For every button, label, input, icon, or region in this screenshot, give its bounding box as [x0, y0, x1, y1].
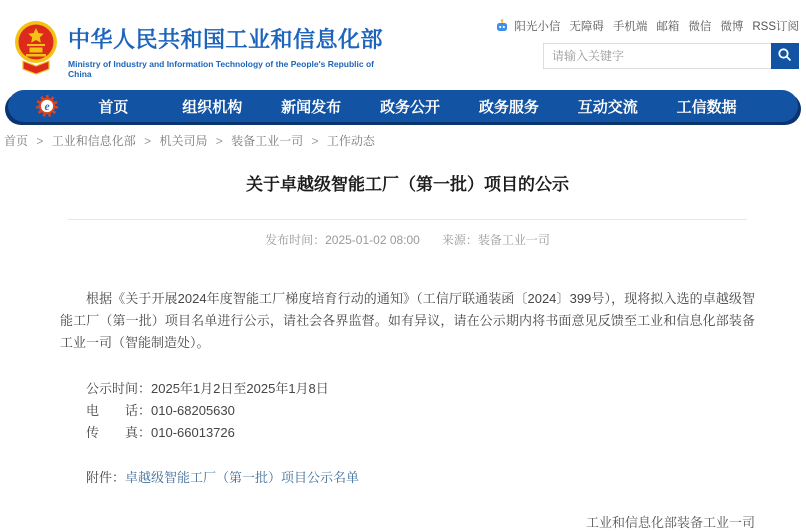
article-paragraph: 根据《关于开展2024年度智能工厂梯度培育行动的通知》（工信厅联通装函〔2024〕399号），现将拟入选的卓越级智能工厂（第一批）项目名单进行公示，请社会各界监督。如有异议，请在公示期内将书面意见反馈至工业和信息化部装备工业一司（智能制造处）。: [60, 291, 755, 350]
header-right: [514, 18, 799, 69]
attachment-label: 附件：: [86, 470, 126, 485]
publish-time: 2025-01-02 08:00: [325, 233, 420, 247]
fax-label: 传 真：: [86, 425, 152, 440]
breadcrumb-current: 工作动态: [326, 134, 375, 148]
breadcrumb-separator: >: [215, 134, 223, 148]
search-input[interactable]: [543, 43, 771, 69]
publish-time-label: 发布时间：: [265, 233, 326, 247]
quick-link-chatbot[interactable]: 阳光小信: [514, 21, 561, 33]
breadcrumb-separator: >: [144, 134, 152, 148]
nav-item-home[interactable]: 首页: [98, 98, 129, 116]
site-subtitle: Ministry of Industry and Information Technology of the People's Republic of China: [68, 58, 374, 79]
miit-logo-icon[interactable]: [36, 95, 58, 117]
phone-label: 电 话：: [86, 403, 152, 418]
quick-link-weibo[interactable]: 微博: [720, 21, 744, 33]
source-value: 装备工业一司: [477, 233, 550, 247]
nav-item-data[interactable]: 工信数据: [676, 98, 737, 116]
divider: [68, 219, 747, 220]
quick-link-rss[interactable]: RSS订阅: [752, 21, 799, 33]
breadcrumb-ministry[interactable]: 工业和信息化部: [51, 134, 136, 148]
source-label: 来源：: [441, 233, 478, 247]
public-notice-period-label: 公示时间：: [86, 381, 152, 396]
nav-item-services[interactable]: 政务服务: [478, 98, 539, 116]
quick-link-wechat[interactable]: 微信: [688, 21, 712, 33]
site-header: [0, 0, 806, 88]
breadcrumb-bureaus[interactable]: 机关司局: [159, 134, 208, 148]
public-notice-period-value: 2025年1月2日至2025年1月8日: [151, 381, 329, 396]
attachment-line: [60, 467, 755, 486]
national-emblem-icon: [14, 20, 58, 81]
nav-item-openness[interactable]: 政务公开: [380, 98, 441, 116]
nav-pill: [8, 90, 798, 122]
nav-item-interact[interactable]: 互动交流: [577, 98, 638, 116]
article: [60, 162, 755, 531]
nav-item-org[interactable]: 组织机构: [182, 98, 243, 116]
info-block: [60, 378, 755, 444]
quick-link-mail[interactable]: 邮箱: [656, 21, 680, 33]
quick-link-accessibility[interactable]: 无障碍: [569, 21, 604, 33]
breadcrumb-dept[interactable]: 装备工业一司: [231, 134, 304, 148]
chatbot-icon[interactable]: [495, 19, 509, 33]
fax-line: [60, 422, 755, 444]
attachment-link[interactable]: 卓越级智能工厂（第一批）项目公示名单: [125, 470, 360, 485]
site-brand[interactable]: [14, 20, 383, 81]
quick-link-mobile[interactable]: 手机端: [612, 21, 648, 33]
search-icon: [777, 47, 793, 66]
site-title: 中华人民共和国工业和信息化部: [68, 26, 384, 52]
search-bar: [543, 43, 799, 69]
breadcrumb-separator: >: [311, 134, 319, 148]
breadcrumb-separator: >: [36, 134, 44, 148]
breadcrumb-home[interactable]: 首页: [4, 134, 29, 148]
article-title: 关于卓越级智能工厂（第一批）项目的公示: [246, 175, 569, 194]
quick-links: [514, 18, 799, 34]
fax-value: 010-66013726: [151, 425, 235, 440]
phone-value: 010-68205630: [151, 403, 235, 418]
main-nav: [8, 90, 798, 122]
svg-text:e: e: [44, 101, 50, 114]
phone-line: [60, 400, 755, 422]
breadcrumb: [4, 132, 375, 149]
article-meta: [60, 231, 755, 248]
brand-text: [68, 23, 383, 79]
search-button[interactable]: [771, 43, 799, 69]
public-notice-period: [60, 378, 755, 400]
nav-item-news[interactable]: 新闻发布: [281, 98, 342, 116]
article-signature: 工业和信息化部装备工业一司: [585, 515, 755, 530]
